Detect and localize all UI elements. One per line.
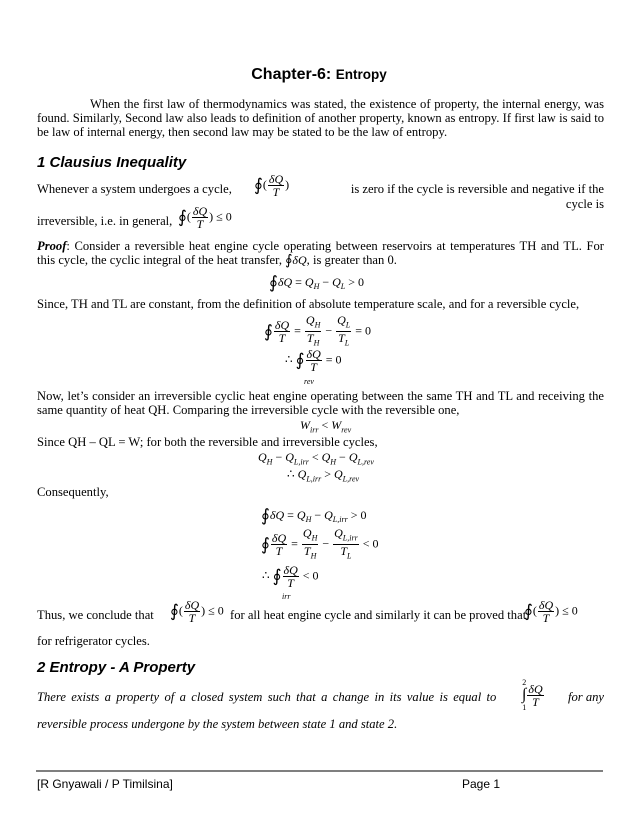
- eq-clausius-inequality: ∮( $\frac{\delta Q}{T}$ ) ≤ 0: [178, 204, 232, 231]
- section2-text-c: reversible process undergone by the system between state 1 and state 2.: [37, 717, 398, 731]
- since-paragraph: Since, TH and TL are constant, from the definition of absolute temperature scale, and for a reversible cycle,: [37, 297, 580, 311]
- eq-conclusion-engine: ∮( $\frac{\delta Q}{T}$ ) ≤ 0: [170, 598, 224, 625]
- section2-text-b: for any: [567, 690, 604, 704]
- proof-paragraph: [37, 239, 604, 268]
- clausius-line2: irreversible, i.e. in general,: [37, 214, 173, 228]
- footer-rule: [36, 770, 603, 772]
- proof-text: : Consider a reversible heat engine cycle operating between reservoirs at temperatures TH and TL. For this cycle, the cyclic integral of the heat transfer,: [37, 239, 604, 267]
- proof-text-end: , is greater than 0.: [306, 253, 397, 267]
- eq-heat-reversible: ∮δQ = $Q_H - Q_L > 0$: [269, 273, 365, 292]
- eq-irreversible-ratio: ∮ $\frac{\delta Q}{T}$ = $\frac{Q_H}{T_H}$ − $Q_{L,irr}$ $T_L$ < 0: [261, 526, 379, 561]
- thus-a: Thus, we conclude that: [37, 608, 154, 622]
- eq-heat-comparison: $Q_H - Q_{L,irr} < Q_H - Q_{L,rev}$: [258, 450, 374, 467]
- thus-b: for all heat engine cycle and similarly it can be proved that: [230, 608, 527, 622]
- eq-reversible-ratio: ∮ $\frac{\delta Q}{T}$ = $\frac{Q_H}{T_H}$ − $\frac{Q_L}{T_L}$ = 0: [264, 313, 372, 348]
- footer-page-number: Page 1: [462, 777, 501, 791]
- title-prefix: Chapter-6:: [251, 66, 332, 83]
- eq-entropy-integral: 2 ∫ 1 $\frac{\delta Q}{T}$: [522, 678, 543, 712]
- eq-irreversible-result: ∴ ∮ $\frac{\delta Q}{T}$ < 0: [262, 563, 319, 590]
- proof-label: Proof: [37, 239, 67, 253]
- now-paragraph: Now, let’s consider an irreversible cyclic heat engine operating between the same TH and TL and receiving the same quantity of heat QH. Comparing the irreversible cycle with the reversible one,: [37, 389, 604, 417]
- page-title: [0, 66, 638, 84]
- section2-text-a: There exists a property of a closed system such that a change in its value is equal to: [37, 690, 497, 704]
- eq-work-comparison: $W_{irr} < W_{rev}$: [300, 418, 352, 435]
- section2-heading: 2 Entropy - A Property: [37, 659, 196, 676]
- rev-subscript: rev: [304, 377, 314, 386]
- eq-cyclic-dq-over-t-1: ∮( $\frac{\delta Q}{T}$ ): [254, 172, 290, 199]
- refrigerator-line: for refrigerator cycles.: [37, 634, 150, 648]
- footer-authors: [R Gnyawali / P Timilsina]: [37, 777, 173, 791]
- since2-paragraph: Since QH – QL = W; for both the reversible and irreversible cycles,: [37, 435, 378, 449]
- clausius-line1-b: is zero if the cycle is reversible and negative if the cycle is: [350, 182, 604, 211]
- eq-conclusion-refrigerator: ∮( $\frac{\delta Q}{T}$ ) ≤ 0: [524, 598, 578, 625]
- eq-rejected-heat: ∴ $Q_{L,irr} > Q_{L,rev}$: [287, 467, 360, 484]
- consequently-label: Consequently,: [37, 485, 109, 499]
- eq-reversible-result: ∴ ∮ $\frac{\delta Q}{T}$ = 0: [285, 347, 342, 374]
- irr-subscript: irr: [282, 592, 291, 601]
- title-suffix: Entropy: [335, 67, 387, 82]
- section1-heading: 1 Clausius Inequality: [37, 154, 187, 171]
- intro-paragraph: When the first law of thermodynamics was stated, the existence of property, the internal energy, was found. Similarly, Second law also leads to definition of another property, known as entropy. If first law is said to be law of internal energy, then second law may be stated to be the law of entropy.: [37, 97, 604, 139]
- eq-cyclic-dq-inline: ∮δQ: [285, 253, 307, 269]
- clausius-line1-a: Whenever a system undergoes a cycle,: [37, 182, 232, 196]
- eq-heat-irreversible: ∮δQ = $Q_H - Q_{L,irr} > 0$: [261, 506, 367, 525]
